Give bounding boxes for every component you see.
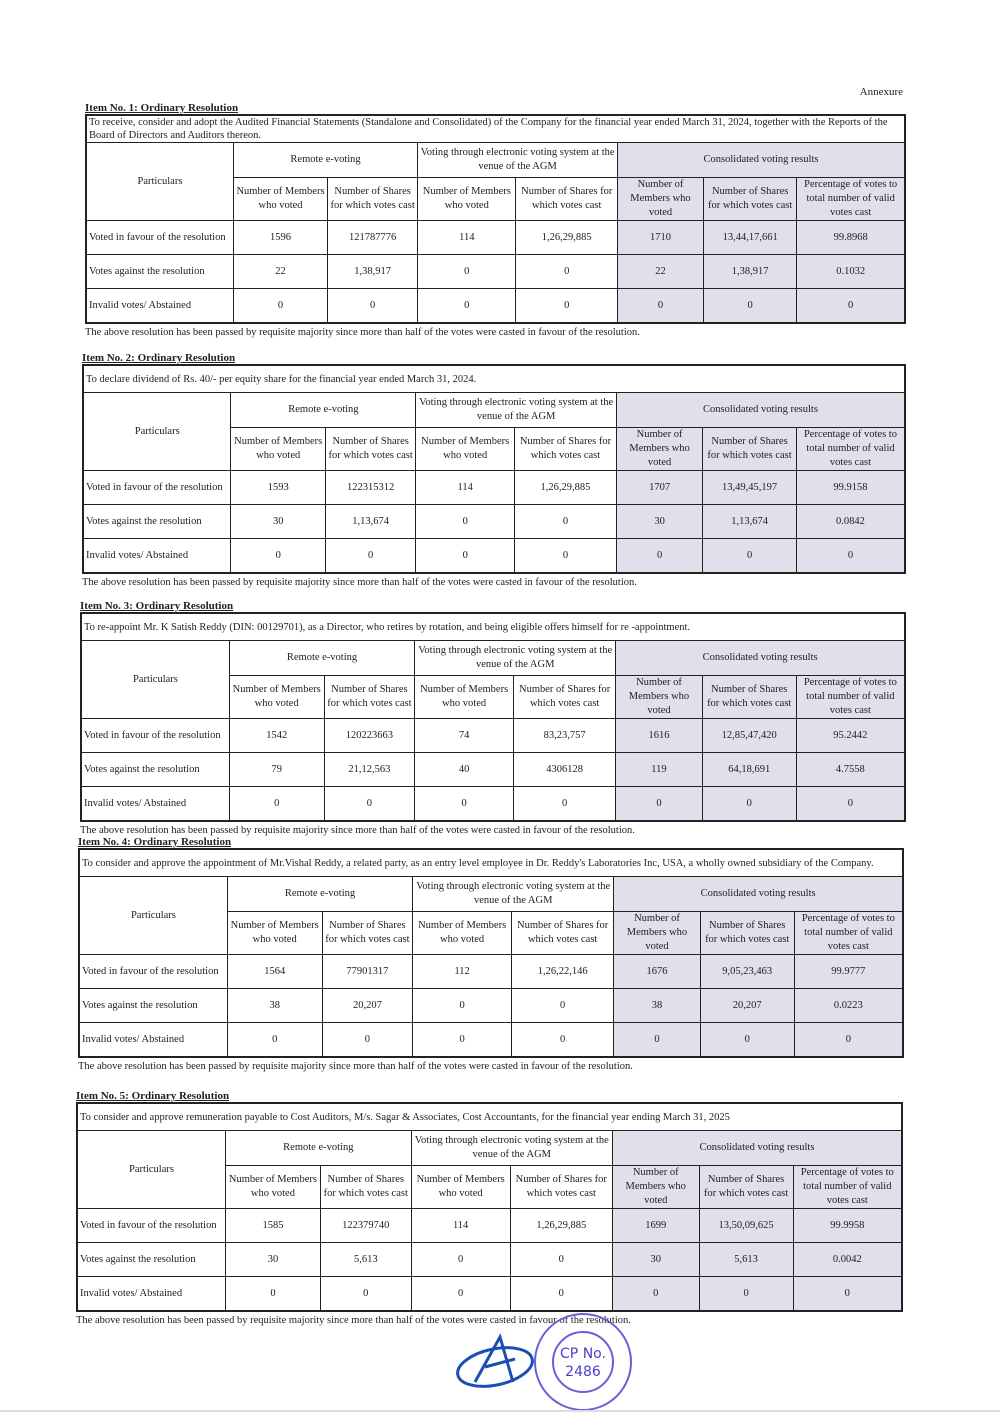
- table-row: [86, 221, 905, 255]
- value-cell: 1,26,29,885: [510, 1209, 612, 1243]
- subheader-cell: Number of Shares for which votes cast: [328, 178, 418, 221]
- value-cell: 1676: [614, 955, 701, 989]
- header-agm-voting: Voting through electronic voting system at the venue of the AGM: [411, 1131, 612, 1166]
- stamp-cp-number: 2486: [565, 1364, 601, 1380]
- row-label: Invalid votes/ Abstained: [86, 289, 233, 324]
- value-cell: 5,613: [699, 1243, 793, 1277]
- value-cell: 0: [703, 539, 797, 574]
- passed-statement: The above resolution has been passed by requisite majority since more than half of the votes were casted in favour of the resolution.: [80, 825, 635, 836]
- header-particulars: Particulars: [86, 143, 233, 221]
- value-cell: 0: [702, 787, 796, 822]
- value-cell: 0.0842: [796, 505, 905, 539]
- value-cell: 0.0223: [794, 989, 903, 1023]
- value-cell: 0: [515, 539, 617, 574]
- value-cell: 0: [516, 255, 618, 289]
- subheader-cell: Number of Members who voted: [411, 1166, 510, 1209]
- table-row: [81, 719, 905, 753]
- item-description: To receive, consider and adopt the Audited Financial Statements (Standalone and Consolidated) of the Company for the financial year ended March 31, 2024, together with the Reports of the Board of Directors and Auditors thereon.: [86, 115, 905, 143]
- voting-results-table: [78, 848, 904, 1058]
- value-cell: 38: [227, 989, 322, 1023]
- header-consolidated: Consolidated voting results: [617, 143, 905, 178]
- row-label: Votes against the resolution: [83, 505, 231, 539]
- value-cell: 1,38,917: [328, 255, 418, 289]
- value-cell: 99.9158: [796, 471, 905, 505]
- header-particulars: Particulars: [77, 1131, 226, 1209]
- page-edge: [0, 1410, 1000, 1412]
- value-cell: 0: [510, 1243, 612, 1277]
- value-cell: 21,12,563: [324, 753, 415, 787]
- resolution-item-4: [78, 836, 904, 1072]
- value-cell: 99.9777: [794, 955, 903, 989]
- value-cell: 0: [226, 1277, 321, 1312]
- table-row: [79, 955, 903, 989]
- header-particulars: Particulars: [83, 393, 231, 471]
- row-label: Invalid votes/ Abstained: [81, 787, 229, 822]
- subheader-cell: Percentage of votes to total number of valid votes cast: [793, 1166, 902, 1209]
- table-row: [86, 289, 905, 324]
- value-cell: 0: [510, 1277, 612, 1312]
- row-label: Invalid votes/ Abstained: [79, 1023, 227, 1058]
- value-cell: 83,23,757: [514, 719, 616, 753]
- header-agm-voting: Voting through electronic voting system at the venue of the AGM: [413, 877, 614, 912]
- value-cell: 0: [512, 989, 614, 1023]
- value-cell: 99.9958: [793, 1209, 902, 1243]
- value-cell: 0: [612, 1277, 699, 1312]
- value-cell: 0: [328, 289, 418, 324]
- passed-statement: The above resolution has been passed by requisite majority since more than half of the votes were casted in favour of the resolution.: [85, 327, 640, 338]
- row-label: Voted in favour of the resolution: [77, 1209, 226, 1243]
- value-cell: 1,26,29,885: [516, 221, 618, 255]
- value-cell: 99.8968: [797, 221, 905, 255]
- voting-results-table: [80, 612, 906, 822]
- row-label: Votes against the resolution: [79, 989, 227, 1023]
- passed-statement: The above resolution has been passed by requisite majority since more than half of the votes were casted in favour of the resolution.: [78, 1061, 633, 1072]
- subheader-cell: Number of Shares for which votes cast: [320, 1166, 411, 1209]
- value-cell: 40: [415, 753, 514, 787]
- value-cell: 1699: [612, 1209, 699, 1243]
- value-cell: 22: [617, 255, 703, 289]
- subheader-cell: Number of Shares for which votes cast: [516, 178, 618, 221]
- table-row: [81, 787, 905, 822]
- subheader-cell: Number of Shares for which votes cast: [700, 912, 794, 955]
- subheader-cell: Number of Members who voted: [616, 676, 703, 719]
- value-cell: 79: [229, 753, 324, 787]
- subheader-cell: Percentage of votes to total number of valid votes cast: [797, 178, 905, 221]
- subheader-cell: Percentage of votes to total number of valid votes cast: [794, 912, 903, 955]
- value-cell: 4.7558: [796, 753, 905, 787]
- item-title: Item No. 5: Ordinary Resolution: [76, 1090, 230, 1102]
- value-cell: 5,613: [320, 1243, 411, 1277]
- subheader-cell: Number of Shares for which votes cast: [324, 676, 415, 719]
- value-cell: 0: [797, 289, 905, 324]
- value-cell: 114: [418, 221, 516, 255]
- value-cell: 64,18,691: [702, 753, 796, 787]
- value-cell: 0: [700, 1023, 794, 1058]
- header-remote-evoting: Remote e-voting: [231, 393, 416, 428]
- subheader-cell: Number of Shares for which votes cast: [703, 178, 796, 221]
- value-cell: 0: [411, 1277, 510, 1312]
- value-cell: 112: [413, 955, 512, 989]
- voting-results-table: [76, 1102, 903, 1312]
- header-agm-voting: Voting through electronic voting system at the venue of the AGM: [416, 393, 617, 428]
- value-cell: 0: [324, 787, 415, 822]
- subheader-cell: Number of Members who voted: [233, 178, 327, 221]
- value-cell: 1593: [231, 471, 326, 505]
- header-particulars: Particulars: [79, 877, 227, 955]
- value-cell: 1,26,29,885: [515, 471, 617, 505]
- value-cell: 0: [514, 787, 616, 822]
- value-cell: 0: [614, 1023, 701, 1058]
- table-row: [83, 505, 905, 539]
- subheader-cell: Number of Members who voted: [231, 428, 326, 471]
- value-cell: 1616: [616, 719, 703, 753]
- value-cell: 0: [413, 989, 512, 1023]
- header-particulars: Particulars: [81, 641, 229, 719]
- value-cell: 0.1032: [797, 255, 905, 289]
- table-row: [81, 753, 905, 787]
- value-cell: 0: [231, 539, 326, 574]
- row-label: Votes against the resolution: [86, 255, 233, 289]
- subheader-cell: Number of Members who voted: [229, 676, 324, 719]
- row-label: Voted in favour of the resolution: [86, 221, 233, 255]
- subheader-cell: Number of Shares for which votes cast: [325, 428, 415, 471]
- value-cell: 0: [229, 787, 324, 822]
- company-secretary-stamp-and-signature: [455, 1312, 655, 1412]
- value-cell: 1707: [616, 471, 702, 505]
- resolution-item-3: [80, 600, 906, 836]
- value-cell: 95.2442: [796, 719, 905, 753]
- value-cell: 120223663: [324, 719, 415, 753]
- subheader-cell: Number of Members who voted: [612, 1166, 699, 1209]
- passed-statement: The above resolution has been passed by requisite majority since more than half of the votes were casted in favour of the resolution.: [82, 577, 637, 588]
- value-cell: 0: [322, 1023, 413, 1058]
- item-description: To re-appoint Mr. K Satish Reddy (DIN: 00129701), as a Director, who retires by rotation, and being eligible offers himself for re -appointment.: [81, 613, 905, 641]
- value-cell: 1596: [233, 221, 327, 255]
- value-cell: 1,13,674: [703, 505, 797, 539]
- value-cell: 1,26,22,146: [512, 955, 614, 989]
- value-cell: 30: [616, 505, 702, 539]
- subheader-cell: Number of Shares for which votes cast: [515, 428, 617, 471]
- table-row: [79, 989, 903, 1023]
- value-cell: 4306128: [514, 753, 616, 787]
- value-cell: 0: [617, 289, 703, 324]
- subheader-cell: Number of Members who voted: [416, 428, 515, 471]
- value-cell: 0: [616, 787, 703, 822]
- table-row: [77, 1277, 902, 1312]
- value-cell: 119: [616, 753, 703, 787]
- item-description: To declare dividend of Rs. 40/- per equity share for the financial year ended March 31, 2024.: [83, 365, 905, 393]
- value-cell: 0: [796, 539, 905, 574]
- subheader-cell: Number of Members who voted: [413, 912, 512, 955]
- value-cell: 0: [418, 289, 516, 324]
- subheader-cell: Number of Members who voted: [415, 676, 514, 719]
- resolution-item-2: [82, 352, 906, 588]
- item-title: Item No. 1: Ordinary Resolution: [85, 102, 239, 114]
- subheader-cell: Number of Members who voted: [227, 912, 322, 955]
- subheader-cell: Number of Shares for which votes cast: [510, 1166, 612, 1209]
- header-remote-evoting: Remote e-voting: [233, 143, 417, 178]
- value-cell: 1585: [226, 1209, 321, 1243]
- value-cell: 0: [413, 1023, 512, 1058]
- voting-results-table: [85, 114, 906, 324]
- item-description: To consider and approve remuneration payable to Cost Auditors, M/s. Sagar & Associates, Cost Accountants, for the financial year ending March 31, 2025: [77, 1103, 902, 1131]
- header-consolidated: Consolidated voting results: [616, 393, 905, 428]
- table-row: [86, 255, 905, 289]
- subheader-cell: Number of Shares for which votes cast: [322, 912, 413, 955]
- item-title: Item No. 3: Ordinary Resolution: [80, 600, 234, 612]
- header-consolidated: Consolidated voting results: [616, 641, 905, 676]
- signature-icon: [455, 1337, 536, 1393]
- voting-results-table: [82, 364, 906, 574]
- subheader-cell: Number of Shares for which votes cast: [702, 676, 796, 719]
- header-consolidated: Consolidated voting results: [614, 877, 903, 912]
- value-cell: 74: [415, 719, 514, 753]
- value-cell: 121787776: [328, 221, 418, 255]
- table-row: [83, 539, 905, 574]
- subheader-cell: Number of Members who voted: [226, 1166, 321, 1209]
- value-cell: 30: [612, 1243, 699, 1277]
- subheader-cell: Number of Members who voted: [617, 178, 703, 221]
- value-cell: 0: [616, 539, 702, 574]
- value-cell: 20,207: [700, 989, 794, 1023]
- value-cell: 77901317: [322, 955, 413, 989]
- value-cell: 30: [231, 505, 326, 539]
- value-cell: 0: [703, 289, 796, 324]
- value-cell: 0: [793, 1277, 902, 1312]
- value-cell: 13,50,09,625: [699, 1209, 793, 1243]
- value-cell: 0: [233, 289, 327, 324]
- row-label: Voted in favour of the resolution: [81, 719, 229, 753]
- value-cell: 0: [794, 1023, 903, 1058]
- table-row: [83, 471, 905, 505]
- table-row: [77, 1209, 902, 1243]
- row-label: Voted in favour of the resolution: [79, 955, 227, 989]
- value-cell: 0: [416, 539, 515, 574]
- value-cell: 1542: [229, 719, 324, 753]
- subheader-cell: Percentage of votes to total number of valid votes cast: [796, 676, 905, 719]
- subheader-cell: Number of Members who voted: [418, 178, 516, 221]
- subheader-cell: Number of Shares for which votes cast: [512, 912, 614, 955]
- value-cell: 13,44,17,661: [703, 221, 796, 255]
- subheader-cell: Number of Shares for which votes cast: [699, 1166, 793, 1209]
- value-cell: 22: [233, 255, 327, 289]
- seal-icon: [535, 1314, 631, 1410]
- value-cell: 0: [415, 787, 514, 822]
- annexure-label: Annexure: [859, 86, 903, 98]
- value-cell: 122379740: [320, 1209, 411, 1243]
- value-cell: 114: [411, 1209, 510, 1243]
- value-cell: 9,05,23,463: [700, 955, 794, 989]
- header-remote-evoting: Remote e-voting: [229, 641, 414, 676]
- value-cell: 0: [416, 505, 515, 539]
- value-cell: 1564: [227, 955, 322, 989]
- resolution-item-5: [76, 1090, 903, 1326]
- value-cell: 114: [416, 471, 515, 505]
- value-cell: 0: [227, 1023, 322, 1058]
- value-cell: 0: [325, 539, 415, 574]
- value-cell: 1,38,917: [703, 255, 796, 289]
- value-cell: 0: [512, 1023, 614, 1058]
- value-cell: 30: [226, 1243, 321, 1277]
- item-title: Item No. 4: Ordinary Resolution: [78, 836, 232, 848]
- table-row: [79, 1023, 903, 1058]
- row-label: Invalid votes/ Abstained: [83, 539, 231, 574]
- item-title: Item No. 2: Ordinary Resolution: [82, 352, 236, 364]
- value-cell: 0: [699, 1277, 793, 1312]
- value-cell: 122315312: [325, 471, 415, 505]
- value-cell: 0: [796, 787, 905, 822]
- value-cell: 0: [418, 255, 516, 289]
- resolution-item-1: [85, 102, 906, 338]
- header-remote-evoting: Remote e-voting: [226, 1131, 412, 1166]
- subheader-cell: Number of Shares for which votes cast: [514, 676, 616, 719]
- subheader-cell: Number of Members who voted: [614, 912, 701, 955]
- value-cell: 0: [411, 1243, 510, 1277]
- row-label: Votes against the resolution: [77, 1243, 226, 1277]
- row-label: Votes against the resolution: [81, 753, 229, 787]
- header-agm-voting: Voting through electronic voting system at the venue of the AGM: [418, 143, 618, 178]
- value-cell: 13,49,45,197: [703, 471, 797, 505]
- table-row: [77, 1243, 902, 1277]
- value-cell: 0: [516, 289, 618, 324]
- row-label: Invalid votes/ Abstained: [77, 1277, 226, 1312]
- value-cell: 0: [515, 505, 617, 539]
- value-cell: 0: [320, 1277, 411, 1312]
- header-consolidated: Consolidated voting results: [612, 1131, 902, 1166]
- value-cell: 0.0042: [793, 1243, 902, 1277]
- value-cell: 20,207: [322, 989, 413, 1023]
- value-cell: 38: [614, 989, 701, 1023]
- header-agm-voting: Voting through electronic voting system at the venue of the AGM: [415, 641, 616, 676]
- subheader-cell: Number of Members who voted: [616, 428, 702, 471]
- item-description: To consider and approve the appointment of Mr.Vishal Reddy, a related party, as an entry level employee in Dr. Reddy's Laboratories Inc, USA, a wholly owned subsidiary of the Company.: [79, 849, 903, 877]
- passed-statement: The above resolution has been passed by requisite majority since more than half of the votes were casted in favour of the resolution.: [76, 1315, 631, 1326]
- row-label: Voted in favour of the resolution: [83, 471, 231, 505]
- value-cell: 12,85,47,420: [702, 719, 796, 753]
- subheader-cell: Number of Shares for which votes cast: [703, 428, 797, 471]
- subheader-cell: Percentage of votes to total number of valid votes cast: [796, 428, 905, 471]
- header-remote-evoting: Remote e-voting: [227, 877, 412, 912]
- value-cell: 1710: [617, 221, 703, 255]
- value-cell: 1,13,674: [325, 505, 415, 539]
- stamp-cp-label: CP No.: [560, 1346, 606, 1362]
